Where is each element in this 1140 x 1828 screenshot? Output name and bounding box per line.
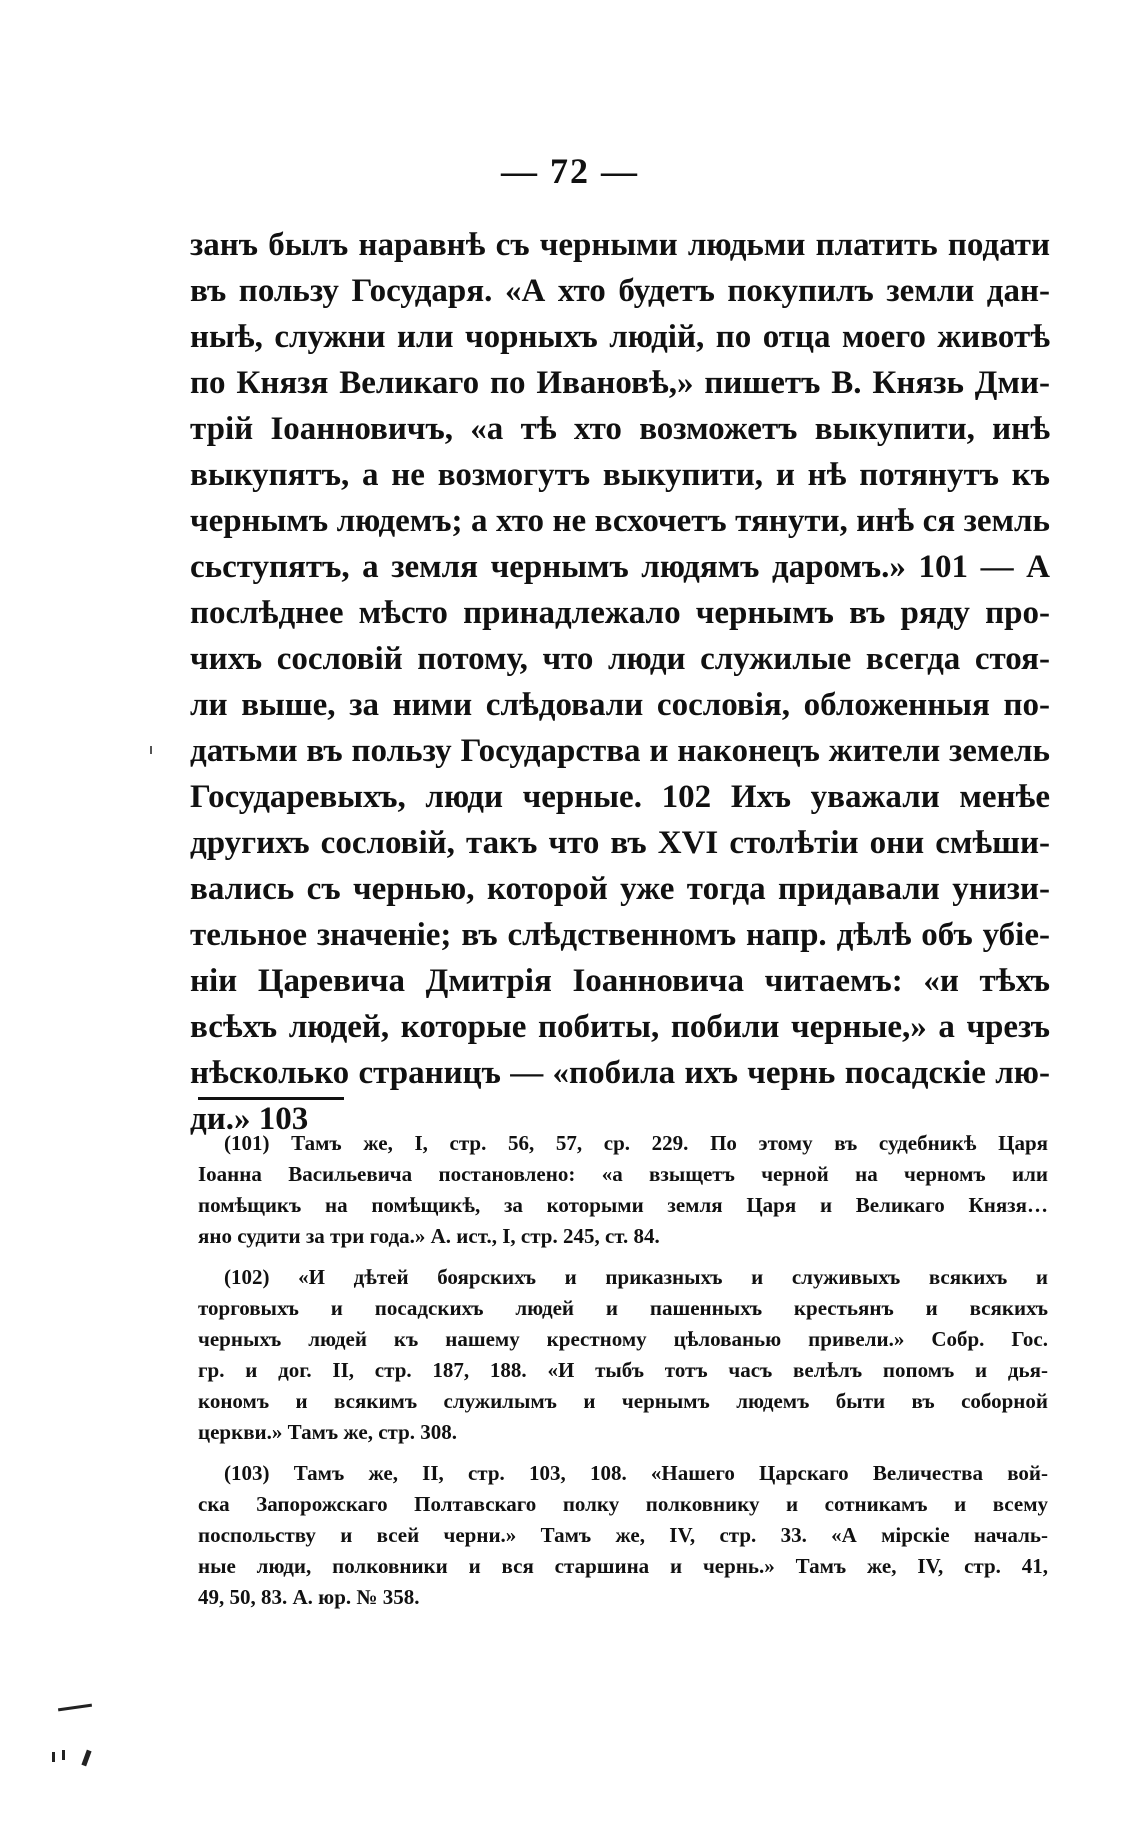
- text-line: тельное значеніе; въ слѣдственномъ напр. дѣлѣ объ убіе-: [190, 917, 1050, 953]
- footnote-line: торговыхъ и посадскихъ людей и пашенныхъ крестьянъ и всякихъ: [198, 1296, 1048, 1320]
- text-line: занъ былъ наравнѣ съ черными людьми платить подати: [190, 227, 1050, 263]
- text-line: сьступятъ, а земля чернымъ людямъ даромъ.» 101 — А: [190, 549, 1050, 585]
- footnotes: [198, 1128, 1048, 1613]
- text-line: выкупятъ, а не возмогутъ выкупити, и нѣ потянутъ къ: [190, 457, 1050, 493]
- text-line: ди.» 103: [190, 1101, 309, 1137]
- footnote-line: поспольству и всей черни.» Тамъ же, IV, стр. 33. «А мірскіе началь-: [198, 1523, 1048, 1547]
- text-line: вались съ чернью, которой уже тогда придавали унизи-: [190, 871, 1050, 907]
- footnote-line: ска Запорожскаго Полтавскаго полку полковнику и сотникамъ и всему: [198, 1492, 1048, 1516]
- footnote-line: яно судити за три года.» А. ист., I, стр. 245, ст. 84.: [198, 1224, 660, 1248]
- footnote-line: церкви.» Тамъ же, стр. 308.: [198, 1420, 458, 1444]
- text-line: въ пользу Государя. «А хто будетъ покупилъ земли дан-: [190, 273, 1050, 309]
- footnote-line: черныхъ людей къ нашему крестному цѣлованью привели.» Собр. Гос.: [198, 1327, 1048, 1351]
- scan-smudge: [62, 1750, 65, 1760]
- footnote-line: 49, 50, 83. А. юр. № 358.: [198, 1585, 420, 1609]
- footnote-line: (102) «И дѣтей боярскихъ и приказныхъ и служивыхъ всякихъ и: [224, 1265, 1048, 1289]
- scan-smudge: [81, 1750, 91, 1767]
- footnote-line: (103) Тамъ же, II, стр. 103, 108. «Нашего Царскаго Величества вой-: [224, 1461, 1048, 1485]
- text-line: по Князя Великаго по Ивановѣ,» пишетъ В. Князь Дми-: [190, 365, 1050, 401]
- text-line: ли выше, за ними слѣдовали сословія, обложенныя по-: [190, 687, 1050, 723]
- footnote-101: [198, 1128, 1048, 1252]
- footnote-line: Іоанна Васильевича постановлено: «а взыщетъ черной на черномъ или: [198, 1162, 1048, 1186]
- scan-smudge: [58, 1704, 92, 1712]
- footnote-line: кономъ и всякимъ служилымъ и чернымъ людемъ быти въ соборной: [198, 1389, 1048, 1413]
- text-line: всѣхъ людей, которые побиты, побили черные,» а чрезъ: [190, 1009, 1050, 1045]
- text-line: чернымъ людемъ; а хто не всхочетъ тянути, инѣ ся земль: [190, 503, 1050, 539]
- footnote-103: [198, 1458, 1048, 1613]
- footnote-line: гр. и дог. II, стр. 187, 188. «И тыбъ тотъ часъ велѣлъ попомъ и дья-: [198, 1358, 1048, 1382]
- main-text: [190, 222, 1050, 1142]
- footnote-line: (101) Тамъ же, I, стр. 56, 57, ср. 229. По этому въ судебникѣ Царя: [224, 1131, 1048, 1155]
- text-line: Государевыхъ, люди черные. 102 Ихъ уважали менѣе: [190, 779, 1050, 815]
- text-line: датьми въ пользу Государства и наконецъ жители земель: [190, 733, 1050, 769]
- scan-speck: [150, 746, 152, 754]
- footnote-102: [198, 1262, 1048, 1448]
- text-line: другихъ сословій, такъ что въ XVI столѣтіи они смѣши-: [190, 825, 1050, 861]
- footnote-line: ные люди, полковники и вся старшина и чернь.» Тамъ же, IV, стр. 41,: [198, 1554, 1048, 1578]
- footnote-separator: [198, 1097, 344, 1100]
- footnote-line: помѣщикъ на помѣщикѣ, за которыми земля Царя и Великаго Князя…: [198, 1193, 1048, 1217]
- page-number: — 72 —: [501, 151, 639, 191]
- scan-smudge: [52, 1752, 55, 1762]
- text-line: чихъ сословій потому, что люди служилые всегда стоя-: [190, 641, 1050, 677]
- text-line: послѣднее мѣсто принадлежало чернымъ въ ряду про-: [190, 595, 1050, 631]
- text-line: нѣсколько страницъ — «побила ихъ чернь посадскіе лю-: [190, 1055, 1050, 1091]
- text-line: ніи Царевича Дмитрія Іоанновича читаемъ: «и тѣхъ: [190, 963, 1050, 999]
- text-line: ныѣ, служни или чорныхъ людій, по отца моего животѣ: [190, 319, 1050, 355]
- text-line: трій Іоанновичъ, «а тѣ хто возможетъ выкупити, инѣ: [190, 411, 1050, 447]
